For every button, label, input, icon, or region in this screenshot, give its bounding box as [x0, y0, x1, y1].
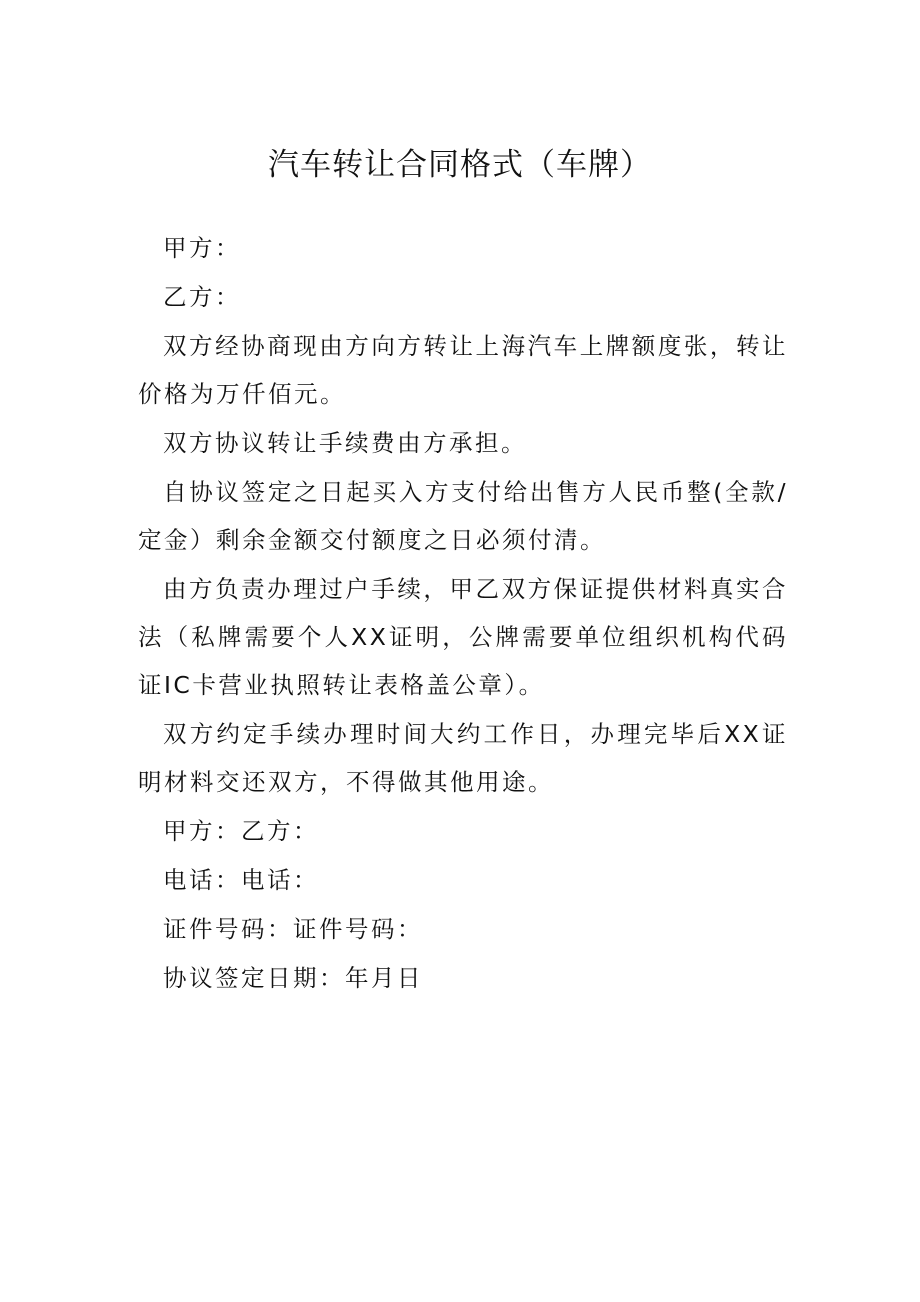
- payment-clause: 自协议签定之日起买入方支付给出售方人民币整(全款/定金）剩余金额交付额度之日必须付清。: [138, 478, 788, 554]
- document-body: [138, 224, 788, 1002]
- phone-line: 电话：电话：: [163, 866, 319, 894]
- document-title: 汽车转让合同格式（车牌）: [268, 147, 652, 183]
- id-number-line: 证件号码：证件号码：: [163, 915, 423, 943]
- timeline-clause: 双方约定手续办理时间大约工作日，办理完毕后XX证明材料交还双方，不得做其他用途。: [138, 720, 788, 796]
- transfer-price-clause: 双方经协商现由方向方转让上海汽车上牌额度张，转让价格为万仟佰元。: [138, 332, 788, 408]
- party-b-line: 乙方：: [163, 283, 241, 311]
- signature-parties-line: 甲方：乙方：: [163, 817, 319, 845]
- signing-date-line: 协议签定日期：年月日: [163, 964, 423, 992]
- fee-clause: 双方协议转让手续费由方承担。: [163, 429, 527, 457]
- transfer-procedure-clause: 由方负责办理过户手续，甲乙双方保证提供材料真实合法（私牌需要个人XX证明，公牌需要单位组织机构代码证IC卡营业执照转让表格盖公章）。: [138, 575, 788, 699]
- party-a-line: 甲方：: [163, 234, 241, 262]
